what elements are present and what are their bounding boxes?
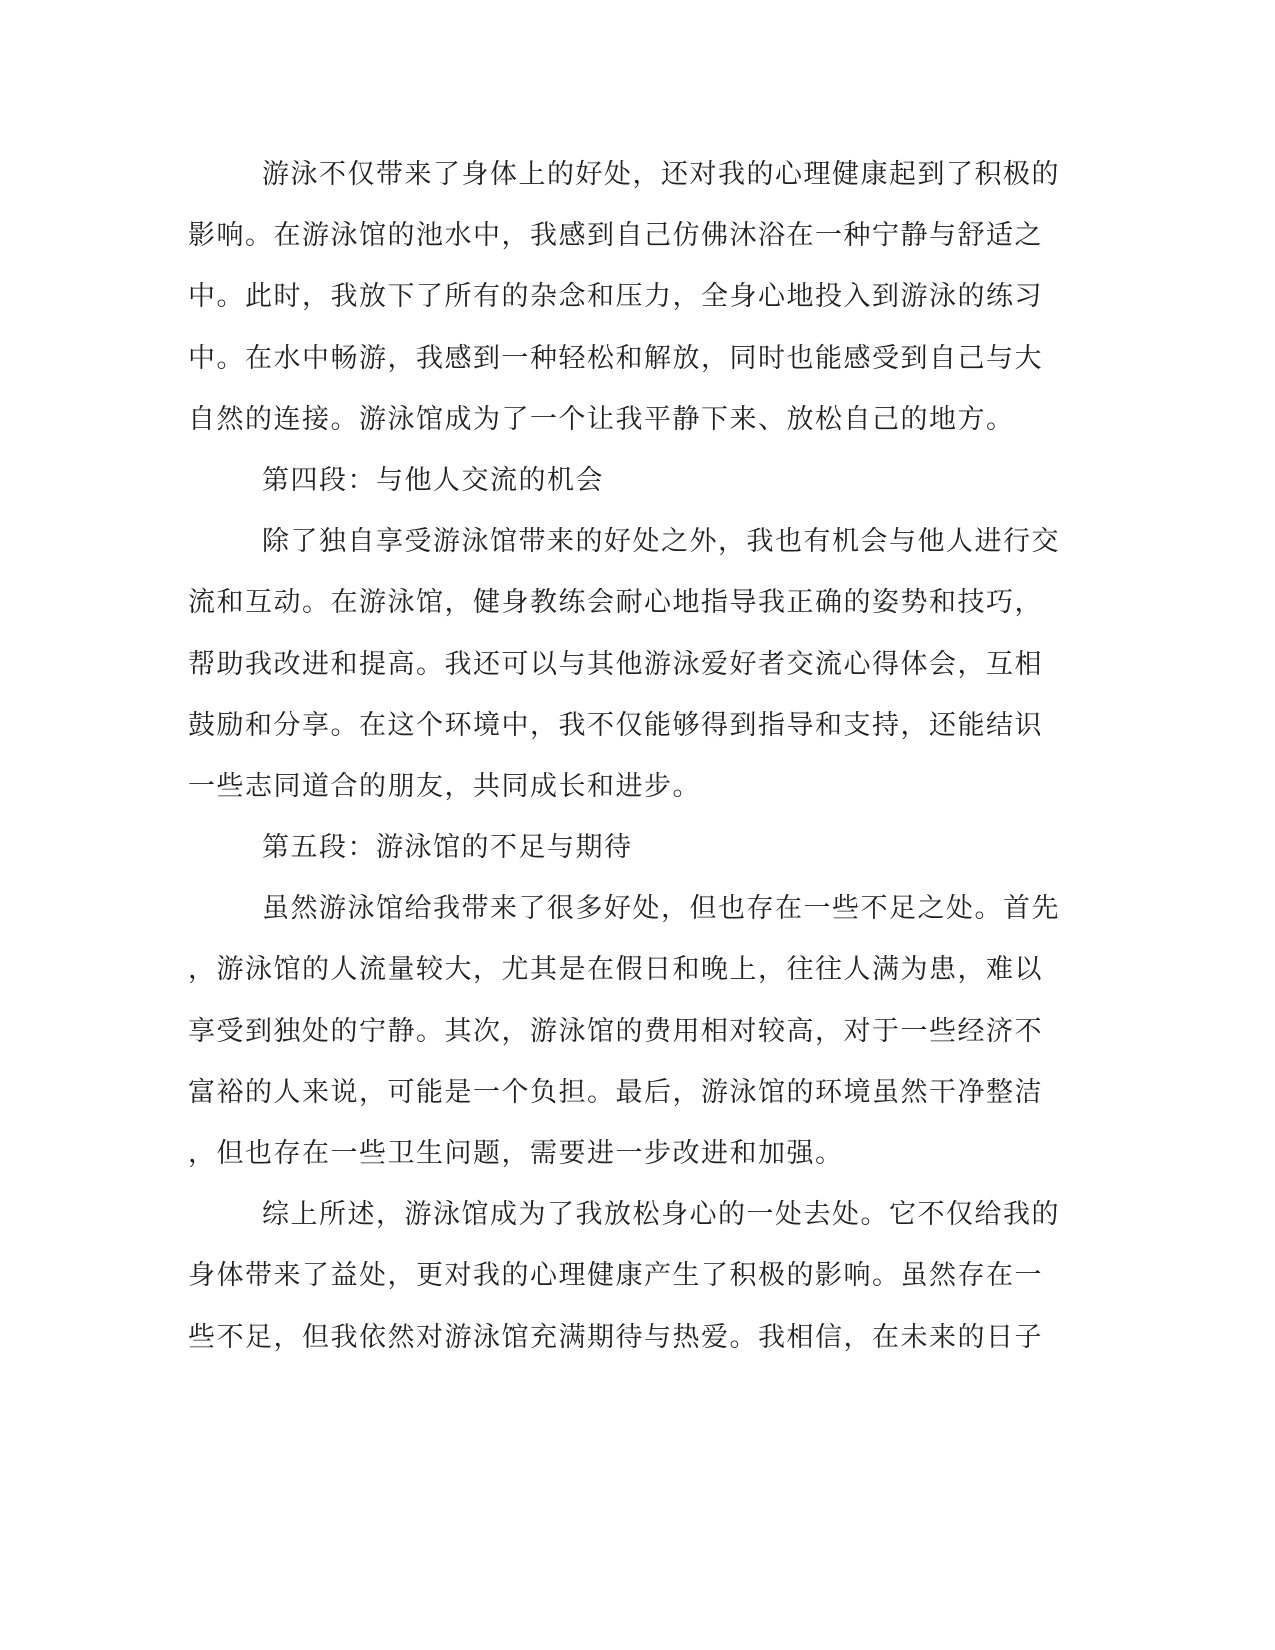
text-line: 除了独自享受游泳馆带来的好处之外，我也有机会与他人进行交 (262, 526, 1060, 558)
section-heading: 第四段：与他人交流的机会 (262, 464, 604, 496)
text-line: ，但也存在一些卫生问题，需要进一步改进和加强。 (188, 1138, 844, 1169)
text-line: 些不足，但我依然对游泳馆充满期待与热爱。我相信，在未来的日子 (188, 1321, 1043, 1353)
text-line: 身体带来了益处，更对我的心理健康产生了积极的影响。虽然存在一 (188, 1260, 1043, 1292)
text-line: 流和互动。在游泳馆，健身教练会耐心地指导我正确的姿势和技巧， (188, 587, 1043, 619)
text-line: 帮助我改进和提高。我还可以与其他游泳爱好者交流心得体会，互相 (188, 648, 1043, 680)
document-body (188, 160, 1068, 1384)
text-line: 鼓励和分享。在这个环境中，我不仅能够得到指导和支持，还能结识 (188, 709, 1043, 741)
text-line: 享受到独处的宁静。其次，游泳馆的费用相对较高，对于一些经济不 (188, 1015, 1043, 1047)
text-line: 影响。在游泳馆的池水中，我感到自己仿佛沐浴在一种宁静与舒适之 (188, 220, 1043, 252)
text-line: 中。此时，我放下了所有的杂念和压力，全身心地投入到游泳的练习 (188, 281, 1043, 313)
text-line: 富裕的人来说，可能是一个负担。最后，游泳馆的环境虽然干净整洁 (188, 1076, 1043, 1108)
text-line: 一些志同道合的朋友，共同成长和进步。 (188, 770, 701, 802)
text-line: ，游泳馆的人流量较大，尤其是在假日和晚上，往往人满为患，难以 (188, 954, 1043, 986)
text-line: 中。在水中畅游，我感到一种轻松和解放，同时也能感受到自己与大 (188, 342, 1043, 374)
text-line: 虽然游泳馆给我带来了很多好处，但也存在一些不足之处。首先 (262, 893, 1060, 925)
text-line: 游泳不仅带来了身体上的好处，还对我的心理健康起到了积极的 (262, 159, 1060, 190)
text-line: 综上所述，游泳馆成为了我放松身心的一处去处。它不仅给我的 (262, 1199, 1060, 1231)
text-line: 自然的连接。游泳馆成为了一个让我平静下来、放松自己的地方。 (188, 403, 1015, 435)
section-heading: 第五段：游泳馆的不足与期待 (262, 832, 633, 864)
